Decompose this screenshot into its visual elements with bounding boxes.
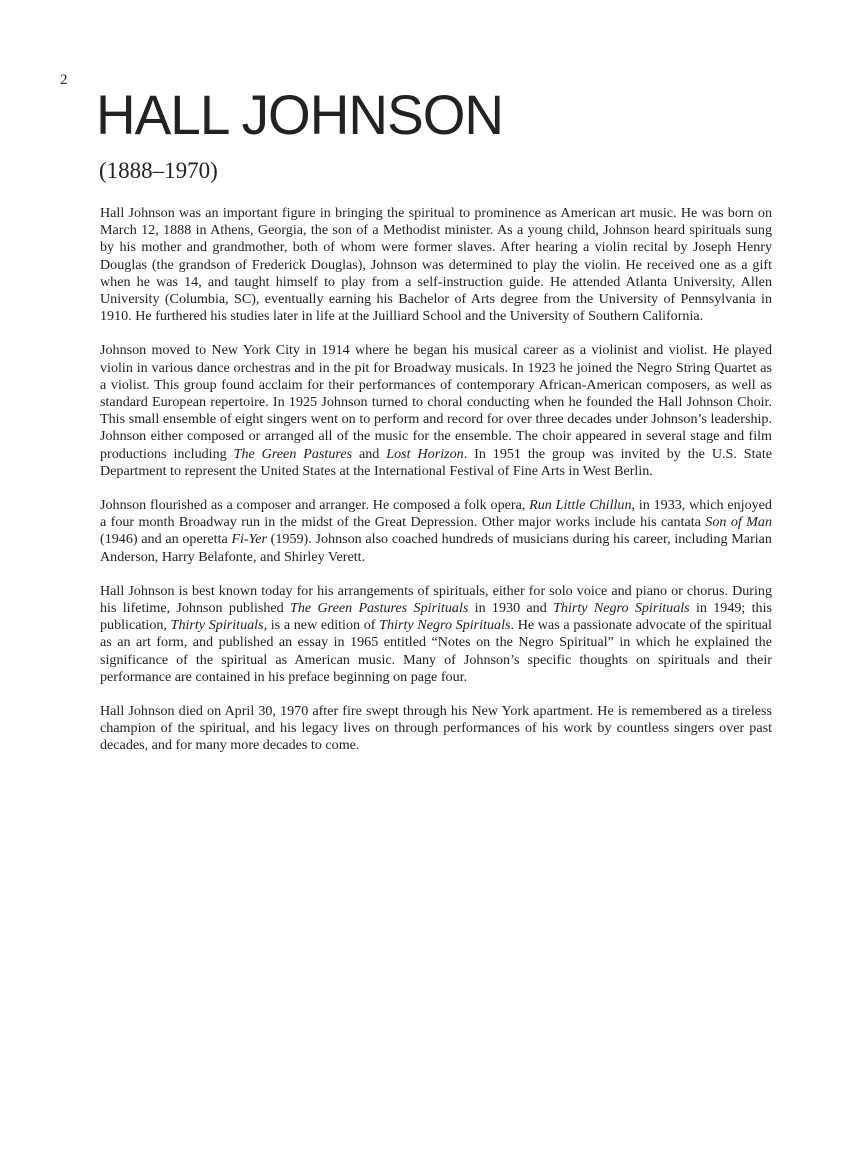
paragraph-early-life: [100, 205, 772, 325]
page-title: HALL JOHNSON: [96, 83, 504, 146]
italic-title: Run Little Chillun: [529, 497, 632, 514]
paragraph-composer-arranger: [100, 497, 772, 566]
text-run: , is a new edition of: [263, 617, 380, 634]
italic-title: Son of Man: [705, 514, 772, 531]
italic-title: Thirty Spirituals: [170, 617, 264, 634]
text-run: Hall Johnson died on April 30, 1970 after fire swept through his New York apartment. He is remembered as a tireless champion of the spiritual, and his legacy lives on through performances of his work by countless singers over past decades, and for many more decades to come.: [100, 703, 772, 754]
italic-title: Thirty Negro Spirituals: [379, 617, 511, 634]
text-run: Johnson flourished as a composer and arranger. He composed a folk opera,: [100, 497, 530, 514]
text-run: Hall Johnson was an important figure in bringing the spiritual to prominence as American art music. He was born on March 12, 1888 in Athens, Georgia, the son of a Methodist minister. As a young child, Johnson heard spirituals sung by his mother and grandmother, both of whom were former slaves. After hearing a violin recital by Joseph Henry Douglas (the grandson of Frederick Douglas), Johnson was determined to play the violin. He received one as a gift when he was 14, and taught himself to play from a self-instruction guide. He attended Atlanta University, Allen University (Columbia, SC), eventually earning his Bachelor of Arts degree from the University of Pennsylvania in 1910. He furthered his studies later in life at the Juilliard School and the University of Southern California.: [100, 205, 772, 325]
text-run: Johnson moved to New York City in 1914 where he began his musical career as a violinist and violist. He played violin in various dance orchestras and in the pit for Broadway musicals. In 1923 he joined the Negro String Quartet as a violist. This group found acclaim for their performances of contemporary African-American composers, as well as standard European repertoire. In 1925 Johnson turned to choral conducting when he founded the Hall Johnson Choir. This small ensemble of eight singers went on to perform and record for over three decades under Johnson’s leadership. Johnson either composed or arranged all of the music for the ensemble. The choir appeared in several stage and film productions including: [100, 342, 772, 462]
text-run: (1946) and an operetta: [100, 531, 232, 548]
paragraph-death-legacy: [100, 703, 772, 755]
paragraph-new-york-career: [100, 342, 772, 480]
italic-title: The Green Pastures Spirituals: [290, 600, 469, 617]
italic-title: Fi-Yer: [231, 531, 267, 548]
text-run: , in 1933, which enjoyed a four month Broadway run in the midst of the Great Depression. Other major works include his cantata: [100, 497, 772, 531]
life-dates: (1888–1970): [99, 158, 218, 183]
paragraph-spirituals-legacy: [100, 583, 772, 686]
italic-title: The Green Pastures: [233, 445, 353, 462]
italic-title: Lost Horizon: [386, 445, 464, 462]
text-run: Hall Johnson is best known today for his arrangements of spirituals, either for solo voice and piano or chorus. During his lifetime, Johnson published: [100, 582, 772, 617]
text-run: . He was a passionate advocate of the spiritual as an art form, and published an essay in 1965 entitled “Notes on the Negro Spiritual” in which he explained the significance of the spiritual as American music. Many of Johnson’s specific thoughts on spirituals and their performance are contained in his preface beginning on page four.: [100, 617, 772, 685]
italic-title: Thirty Negro Spirituals: [553, 600, 690, 617]
text-run: in 1930 and: [468, 600, 554, 617]
text-run: . In 1951 the group was invited by the U.S. State Department to represent the United States at the International Festival of Fine Arts in West Berlin.: [100, 445, 772, 479]
page-number: 2: [60, 72, 68, 88]
text-run: in 1949; this publication,: [100, 600, 772, 634]
biography-body: [100, 205, 772, 772]
text-run: and: [352, 445, 387, 462]
text-run: (1959). Johnson also coached hundreds of musicians during his career, including Marian Anderson, Harry Belafonte, and Shirley Verett.: [100, 531, 772, 565]
